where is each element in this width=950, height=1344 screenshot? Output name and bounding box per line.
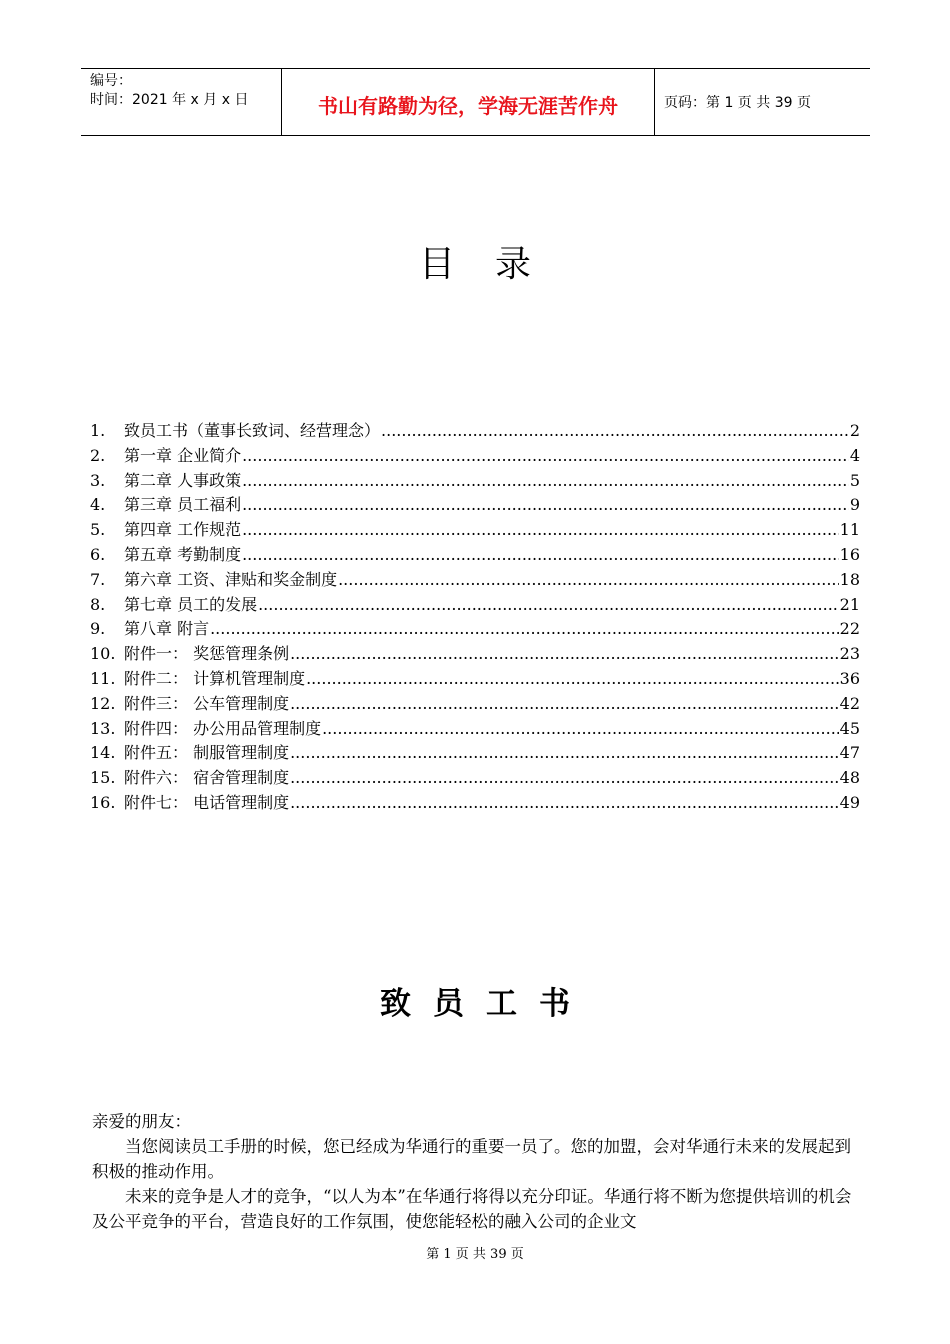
toc-item-page: 49: [839, 792, 860, 812]
toc-item[interactable]: [90, 493, 860, 518]
toc-item-label: 第一章 企业简介: [124, 445, 242, 465]
toc-item[interactable]: [90, 766, 860, 791]
toc-item-number: 2.: [90, 445, 106, 465]
toc-item[interactable]: [90, 593, 860, 618]
toc-item-number: 16.: [90, 792, 116, 812]
toc-item-page: 47: [839, 743, 860, 763]
toc-leader-dots: [242, 543, 839, 568]
toc-item-number: 5.: [90, 520, 106, 540]
toc-item-label: 第八章 附言: [124, 619, 210, 639]
toc-item-label: 致员工书（董事长致词、经营理念）: [124, 421, 381, 440]
toc-leader-dots: [290, 741, 839, 766]
toc-item-label: 第四章 工作规范: [124, 520, 242, 540]
page-header: [81, 68, 870, 136]
letter-title: 致员工书: [380, 986, 592, 1022]
toc-item-page: 4: [849, 445, 860, 465]
toc-item-page: 2: [849, 421, 860, 440]
toc-leader-dots: [242, 493, 849, 518]
toc-item-page: 23: [839, 644, 860, 664]
page-footer: 第 1 页 共 39 页: [426, 1247, 524, 1262]
toc-item[interactable]: [90, 741, 860, 766]
toc-item[interactable]: [90, 717, 860, 742]
toc-item[interactable]: [90, 469, 860, 494]
toc-leader-dots: [338, 568, 839, 593]
toc-item-page: 48: [839, 768, 860, 788]
toc-item[interactable]: [90, 642, 860, 667]
toc-item-label: 第三章 员工福利: [124, 495, 242, 515]
toc-leader-dots: [242, 469, 849, 494]
toc-item-number: 11.: [90, 668, 116, 688]
toc-leader-dots: [290, 642, 839, 667]
toc-item[interactable]: [90, 518, 860, 543]
toc-item-number: 14.: [90, 743, 116, 763]
toc-leader-dots: [290, 766, 839, 791]
toc-item[interactable]: [90, 543, 860, 568]
toc-item-label: 附件三： 公车管理制度: [124, 693, 290, 713]
toc-item-label: 第二章 人事政策: [124, 470, 242, 490]
toc-item[interactable]: [90, 419, 860, 444]
toc-item-page: 22: [839, 619, 860, 639]
toc-item-number: 13.: [90, 718, 116, 738]
toc-item-page: 9: [849, 495, 860, 515]
toc-item-page: 11: [839, 520, 860, 540]
toc-item-page: 42: [839, 693, 860, 713]
toc-leader-dots: [258, 593, 839, 618]
toc-item-label: 附件六： 宿舍管理制度: [124, 768, 290, 788]
toc-item-label: 第五章 考勤制度: [124, 544, 242, 564]
toc-item-page: 45: [839, 718, 860, 738]
toc-leader-dots: [381, 419, 849, 444]
toc-item-label: 第六章 工资、津贴和奖金制度: [124, 569, 338, 589]
toc-item-number: 15.: [90, 768, 116, 788]
toc-title: 目录: [418, 244, 571, 285]
toc-item-number: 9.: [90, 619, 106, 639]
toc-item-label: 第七章 员工的发展: [124, 594, 258, 614]
toc-leader-dots: [242, 444, 849, 469]
toc-item-number: 8.: [90, 594, 106, 614]
toc-item-number: 1.: [90, 421, 106, 440]
toc-leader-dots: [210, 617, 839, 642]
toc-item[interactable]: [90, 667, 860, 692]
header-motto: 书山有路勤为径，学海无涯苦作舟: [281, 69, 655, 135]
letter-paragraph: 当您阅读员工手册的时候，您已经成为华通行的重要一员了。您的加盟，会对华通行未来的发展起到积极的推动作用。: [92, 1137, 851, 1181]
header-meta: [81, 69, 281, 135]
table-of-contents: [90, 419, 860, 816]
toc-item-label: 附件五： 制服管理制度: [124, 743, 290, 763]
toc-leader-dots: [322, 717, 839, 742]
header-page-info: 页码：第 1 页 共 39 页: [664, 95, 811, 111]
toc-item-number: 6.: [90, 544, 106, 564]
toc-leader-dots: [290, 791, 839, 816]
toc-leader-dots: [306, 667, 839, 692]
toc-leader-dots: [290, 692, 839, 717]
toc-item-label: 附件四： 办公用品管理制度: [124, 718, 322, 738]
code-label: 编号：: [90, 73, 132, 89]
toc-item-page: 18: [839, 569, 860, 589]
letter-body: [92, 1109, 858, 1234]
toc-item-number: 12.: [90, 693, 116, 713]
toc-item-page: 16: [839, 544, 860, 564]
toc-item-page: 36: [839, 668, 860, 688]
toc-item-number: 3.: [90, 470, 106, 490]
toc-item-label: 附件一： 奖惩管理条例: [124, 644, 290, 664]
toc-item-page: 5: [849, 470, 860, 490]
toc-item-number: 7.: [90, 569, 106, 589]
toc-leader-dots: [242, 518, 839, 543]
date-label: 时间：2021 年 x 月 x 日: [90, 92, 249, 108]
toc-item[interactable]: [90, 791, 860, 816]
toc-item-page: 21: [839, 594, 860, 614]
toc-item-number: 4.: [90, 495, 106, 515]
toc-item-number: 10.: [90, 644, 116, 664]
toc-item-label: 附件七： 电话管理制度: [124, 792, 290, 812]
toc-item-label: 附件二： 计算机管理制度: [124, 668, 306, 688]
letter-paragraph: 未来的竞争是人才的竞争，“以人为本”在华通行将得以充分印证。华通行将不断为您提供培训的机会及公平竞争的平台，营造良好的工作氛围，使您能轻松的融入公司的企业文: [92, 1187, 852, 1231]
toc-item[interactable]: [90, 568, 860, 593]
toc-item[interactable]: [90, 444, 860, 469]
toc-item[interactable]: [90, 692, 860, 717]
toc-item[interactable]: [90, 617, 860, 642]
letter-salutation: 亲爱的朋友：: [92, 1112, 191, 1131]
